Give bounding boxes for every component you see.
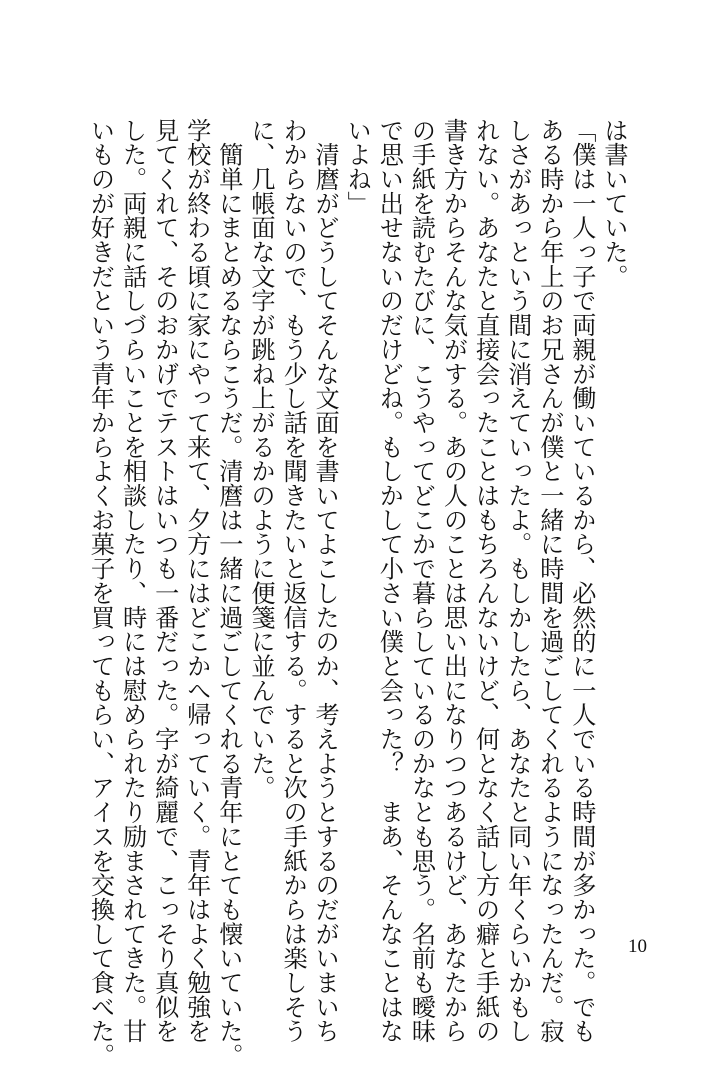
text-column: いものが好きだという青年からよくお菓子を買ってもらい、アイスを交換して食べた。	[86, 118, 115, 1068]
text-column: 見てくれて、そのおかげでテストはいつも一番だった。字が綺麗で、こっそり真似を	[150, 118, 179, 1044]
text-column: で思い出せないのだけどね。もしかして小さい僕と会った？ まあ、そんなことはな	[375, 118, 404, 1044]
text-column: の手紙を読むたびに、こうやってどこかで暮らしているのかなとも思う。名前も曖昧	[407, 118, 436, 1044]
text-column: わからないので、もう少し話を聞きたいと返信する。すると次の手紙からは楽しそう	[279, 118, 308, 1044]
text-column: ある時から年上のお兄さんが僕と一緒に時間を過ごしてくれるようになったんだ。寂	[535, 118, 564, 1044]
text-column: した。両親に話しづらいことを相談したり、時には慰められたり励まされてきた。甘	[118, 118, 147, 1044]
text-column: 簡単にまとめるならこうだ。清麿は一緒に過ごしてくれる青年にとても懐いていた。	[214, 118, 243, 1068]
text-column: に、几帳面な文字が跳ね上がるかのように便箋に並んでいた。	[246, 118, 275, 800]
text-column: 清麿がどうしてそんな文面を書いてよこしたのか、考えようとするのだがいまいち	[311, 118, 340, 1044]
text-column: しさがあっという間に消えていったよ。もしかしたら、あなたと同い年くらいかもし	[503, 118, 532, 1044]
page-number: 10	[628, 936, 647, 957]
body-text	[86, 118, 630, 1068]
text-column: は書いていた。	[600, 118, 628, 289]
text-column: いよね」	[343, 118, 372, 216]
text-column: 「僕は一人っ子で両親が働いているから、必然的に一人でいる時間が多かった。でも	[567, 118, 596, 1044]
text-column: 書き方からそんな気がする。あの人のことは思い出になりつつあるけど、あなたから	[439, 118, 468, 1044]
text-column: れない。あなたと直接会ったことはもちろんないけど、何となく話し方の癖と手紙の	[471, 118, 500, 1044]
text-column: 学校が終わる頃に家にやって来て、夕方にはどこかへ帰っていく。青年はよく勉強を	[182, 118, 211, 1044]
